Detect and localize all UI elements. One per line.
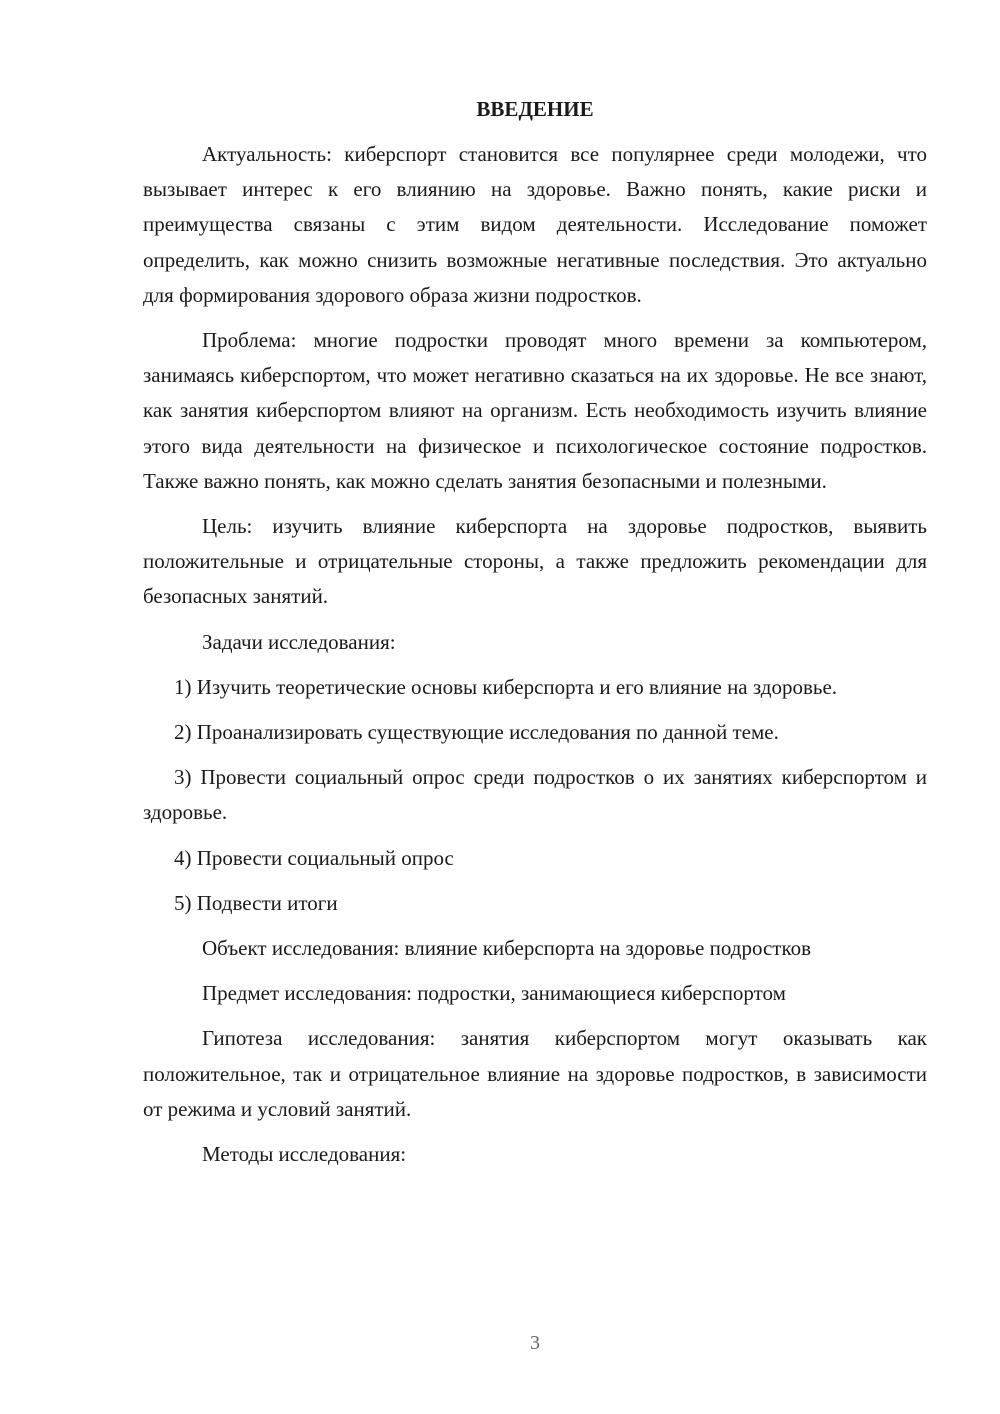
- problem-paragraph: Проблема: многие подростки проводят много времени за компьютером, занимаясь киберспортом, что может негативно сказаться на их здоровье. Не все знают, как занятия киберспортом влияют на организм. Есть необходимость изучить влияние этого вида деятельности на физическое и психологическое состояние подростков. Также важно понять, как можно сделать занятия безопасными и полезными.: [143, 328, 927, 493]
- page-title: ВВЕДЕНИЕ: [476, 97, 594, 121]
- research-object: Объект исследования: влияние киберспорта на здоровье подростков: [202, 936, 812, 961]
- relevance-paragraph: Актуальность: киберспорт становится все популярнее среди молодежи, что вызывает интерес к его влиянию на здоровье. Важно понять, какие риски и преимущества связаны с этим видом деятельности. Исследование поможет определить, как можно снизить возможные негативные последствия. Это актуально для формирования здорового образа жизни подростков.: [143, 142, 927, 307]
- task-item-1: 1) Изучить теоретические основы киберспорта и его влияние на здоровье.: [174, 674, 838, 699]
- task-item-2: 2) Проанализировать существующие исследования по данной теме.: [174, 720, 779, 745]
- task-item-5: 5) Подвести итоги: [174, 890, 338, 915]
- goal-paragraph: Цель: изучить влияние киберспорта на здоровье подростков, выявить положительные и отрицательные стороны, а также предложить рекомендации для безопасных занятий.: [143, 514, 927, 609]
- task-item-3: 3) Провести социальный опрос среди подростков о их занятиях киберспортом и здоровье.: [143, 765, 927, 825]
- task-item-4: 4) Провести социальный опрос: [174, 845, 454, 870]
- research-methods: Методы исследования:: [202, 1142, 407, 1167]
- research-hypothesis: Гипотеза исследования: занятия киберспортом могут оказывать как положительное, так и отрицательное влияние на здоровье подростков, в зависимости от режима и условий занятий.: [143, 1026, 927, 1121]
- tasks-heading: Задачи исследования:: [202, 629, 396, 654]
- research-subject: Предмет исследования: подростки, занимающиеся киберспортом: [202, 981, 786, 1006]
- page-number: 3: [530, 1332, 540, 1354]
- document-page: [143, 92, 927, 1182]
